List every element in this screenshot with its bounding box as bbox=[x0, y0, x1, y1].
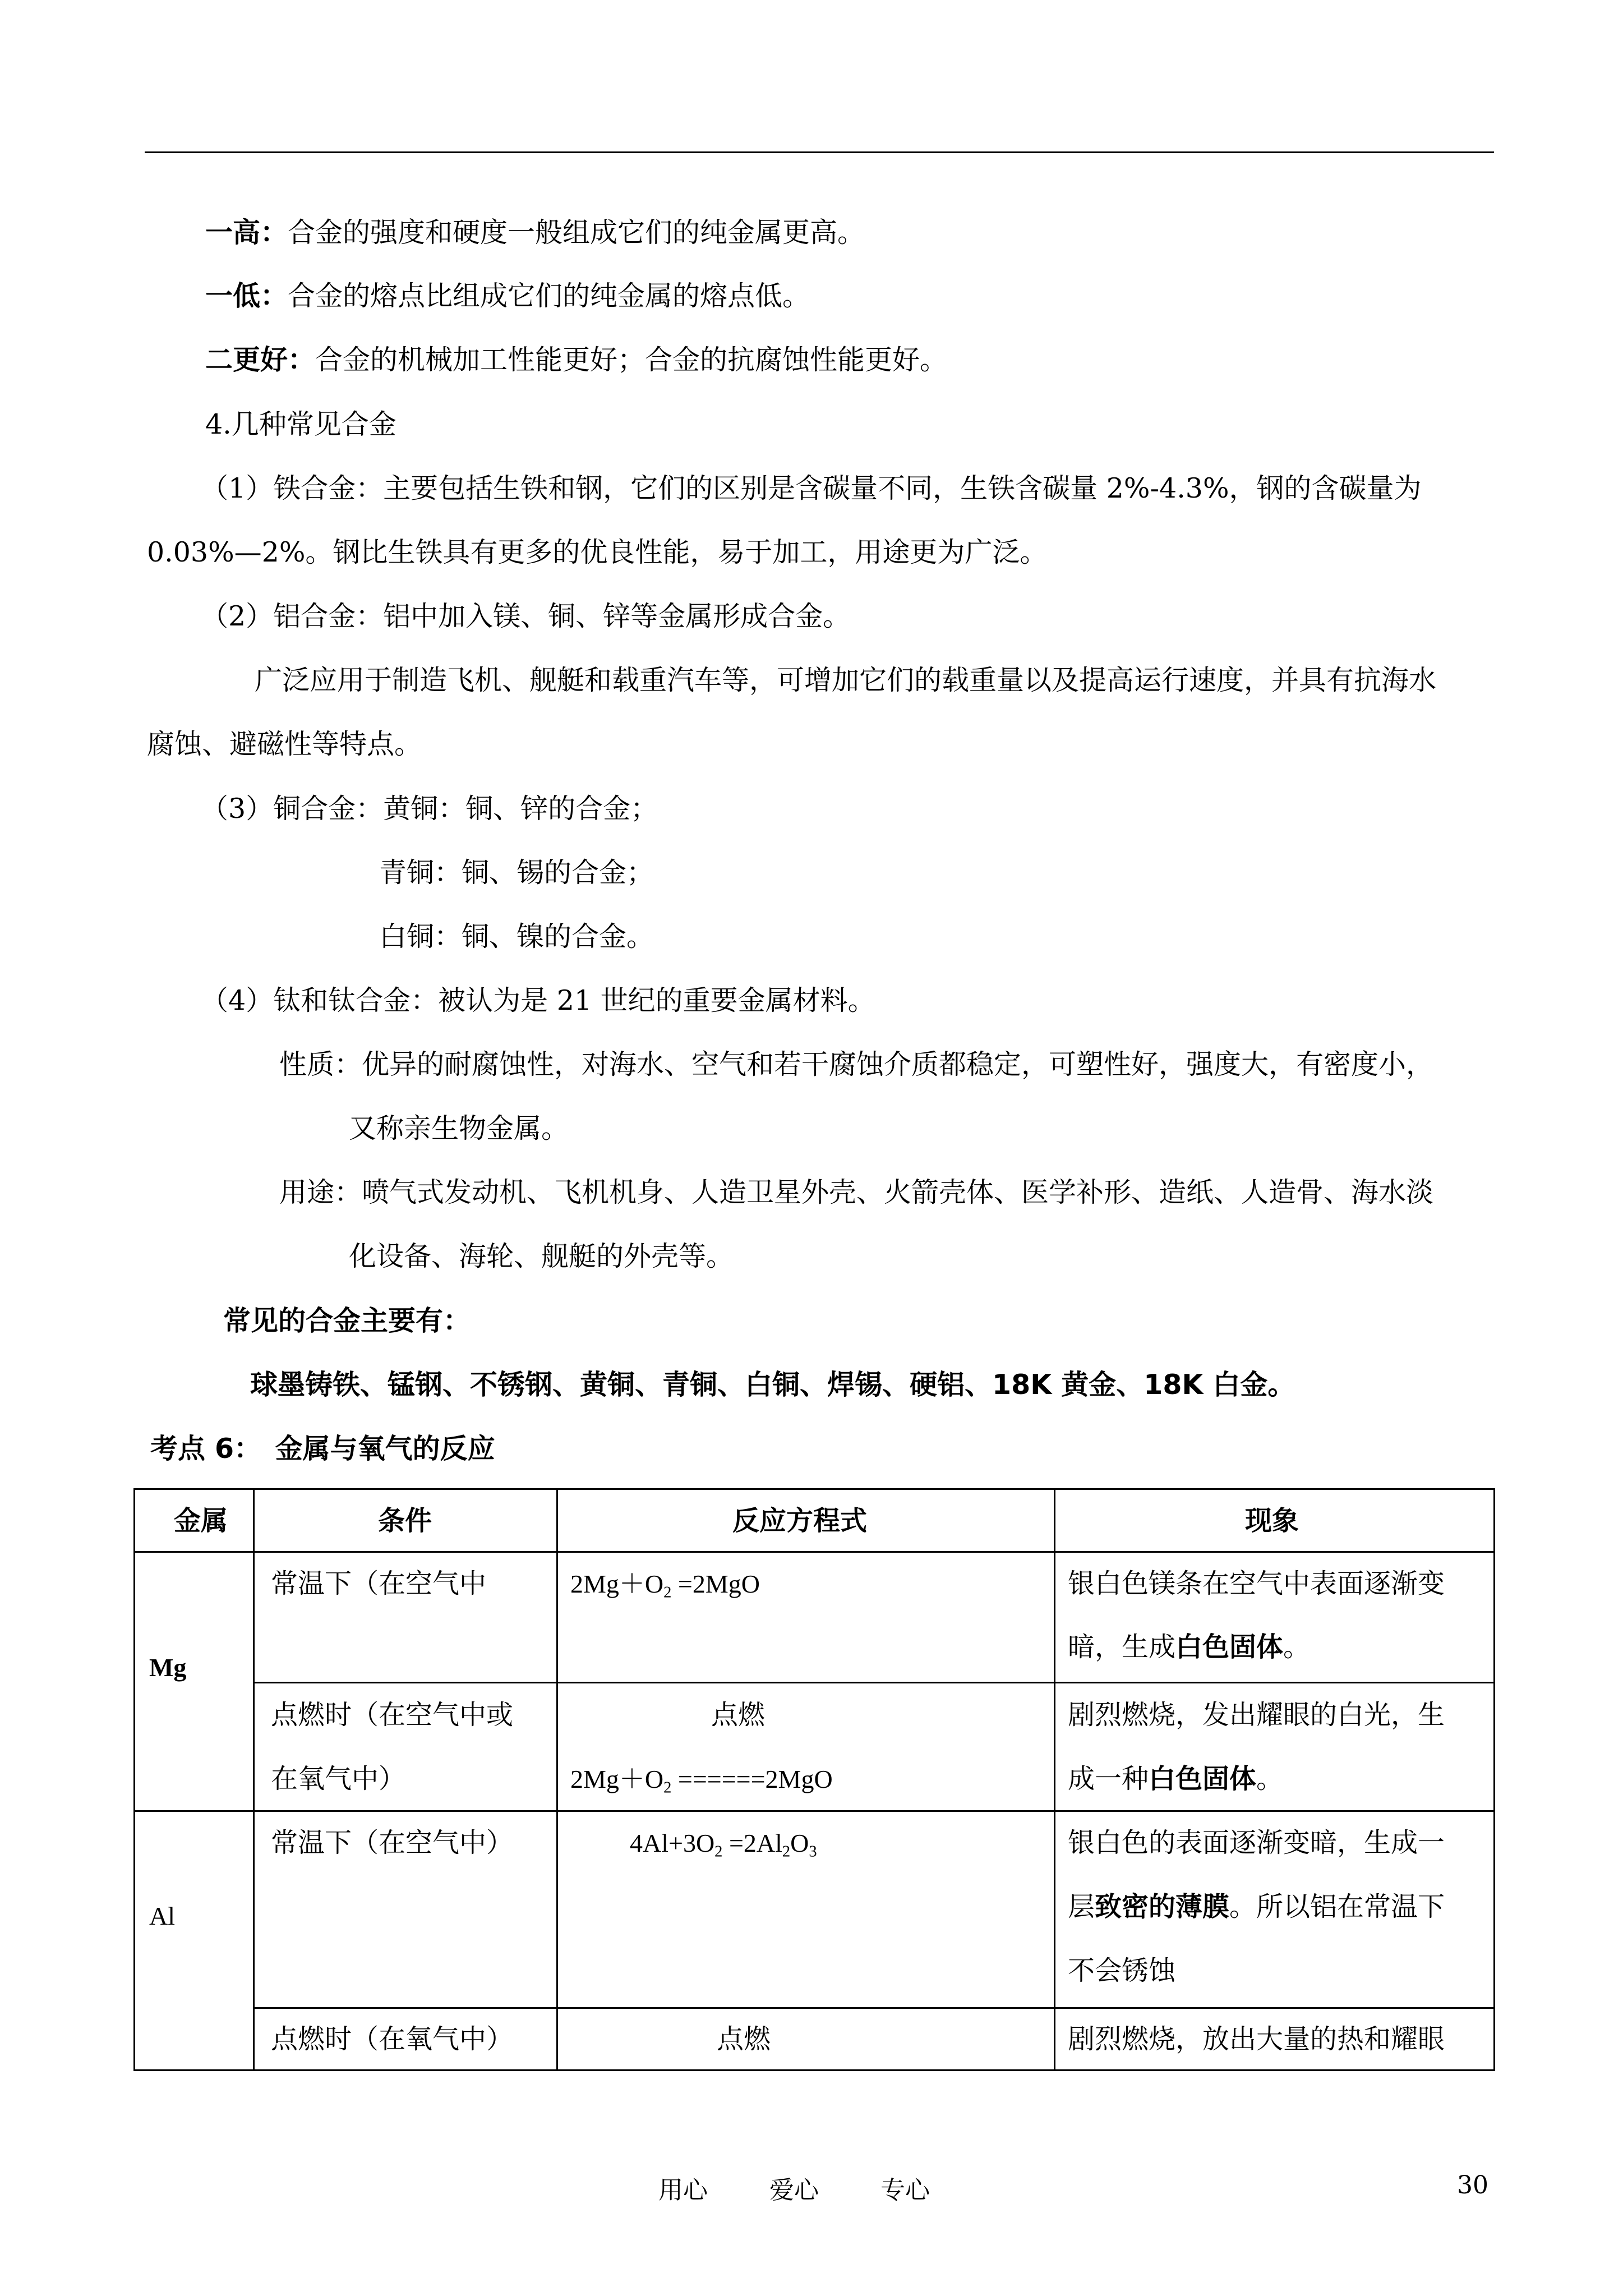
titanium-line1: （4）钛和钛合金：被认为是 21 世纪的重要金属材料。 bbox=[201, 984, 875, 1016]
feature-high: 一高：合金的强度和硬度一般组成它们的纯金属更高。 bbox=[205, 217, 865, 249]
al-r1-equation: $4Al+3O_2 =2Al_2O_3$ bbox=[630, 1829, 817, 1861]
iron-line1: （1）铁合金：主要包括生铁和钢，它们的区别是含碳量不同，生铁含碳量 2%-4.3%，钢的含碳量为 bbox=[201, 472, 1422, 504]
header-phenomenon: 现象 bbox=[1245, 1505, 1299, 1536]
metal-al: Al bbox=[149, 1902, 175, 1930]
mg-r2-phenomenon-1: 剧烈燃烧，发出耀眼的白光，生 bbox=[1068, 1699, 1445, 1731]
copper-line2: 青铜：铜、锡的合金； bbox=[379, 857, 654, 889]
al-r2-phenomenon: 剧烈燃烧，放出大量的热和耀眼 bbox=[1068, 2023, 1445, 2055]
footer-item-3: 专心 bbox=[880, 2176, 930, 2205]
titanium-use1: 用途：喷气式发动机、飞机机身、人造卫星外壳、火箭壳体、医学补形、造纸、人造骨、海水淡 bbox=[279, 1176, 1434, 1208]
aluminum-line3: 腐蚀、避磁性等特点。 bbox=[147, 728, 422, 760]
page-number: 30 bbox=[1457, 2171, 1488, 2200]
section4-title: 4.几种常见合金 bbox=[205, 408, 396, 440]
mg-r2-condition-2: 在氧气中） bbox=[271, 1763, 406, 1795]
common-alloys-title: 常见的合金主要有： bbox=[223, 1305, 471, 1337]
header-condition: 条件 bbox=[378, 1505, 432, 1536]
copper-line3: 白铜：铜、镍的合金。 bbox=[379, 921, 654, 953]
header-rule bbox=[145, 151, 1494, 153]
aluminum-line2: 广泛应用于制造飞机、舰艇和载重汽车等，可增加它们的载重量以及提高运行速度，并具有抗海水 bbox=[255, 664, 1437, 696]
mg-r1-equation: $2Mg+O_2 =2MgO$ bbox=[570, 1570, 760, 1602]
footer-item-1: 用心 bbox=[658, 2176, 708, 2205]
al-r2-condition: 点燃时（在氧气中） bbox=[271, 2023, 514, 2055]
common-alloys-list: 球墨铸铁、锰钢、不锈钢、黄铜、青铜、白铜、焊锡、硬铝、18K 黄金、18K 白金。 bbox=[250, 1369, 1295, 1401]
al-r1-phenomenon-1: 银白色的表面逐渐变暗，生成一 bbox=[1068, 1827, 1445, 1858]
footer-item-2: 爱心 bbox=[769, 2176, 819, 2205]
feature-better: 二更好：合金的机械加工性能更好；合金的抗腐蚀性能更好。 bbox=[205, 344, 948, 376]
kaodian-title: 考点 6： 金属与氧气的反应 bbox=[150, 1433, 495, 1465]
titanium-prop2: 又称亲生物金属。 bbox=[349, 1112, 569, 1144]
copper-line1: （3）铜合金：黄铜：铜、锌的合金； bbox=[201, 793, 658, 825]
al-r1-phenomenon-2: 层致密的薄膜。所以铝在常温下 bbox=[1068, 1891, 1445, 1922]
titanium-use2: 化设备、海轮、舰艇的外壳等。 bbox=[349, 1240, 734, 1272]
iron-line2: 0.03%—2%。钢比生铁具有更多的优良性能，易于加工，用途更为广泛。 bbox=[147, 536, 1048, 568]
header-equation: 反应方程式 bbox=[732, 1505, 868, 1536]
mg-r2-ignite-label: 点燃 bbox=[711, 1699, 766, 1731]
mg-r2-condition-1: 点燃时（在空气中或 bbox=[271, 1699, 514, 1731]
oxygen-reaction-table bbox=[133, 1488, 1495, 2071]
al-r1-phenomenon-3: 不会锈蚀 bbox=[1068, 1955, 1176, 1986]
mg-r1-condition: 常温下（在空气中 bbox=[271, 1568, 487, 1599]
feature-low: 一低：合金的熔点比组成它们的纯金属的熔点低。 bbox=[205, 280, 810, 312]
al-r2-ignite-label: 点燃 bbox=[717, 2023, 771, 2055]
aluminum-line1: （2）铝合金：铝中加入镁、铜、锌等金属形成合金。 bbox=[201, 600, 851, 632]
mg-r1-phenomenon-1: 银白色镁条在空气中表面逐渐变 bbox=[1068, 1568, 1445, 1599]
al-r1-condition: 常温下（在空气中） bbox=[271, 1827, 514, 1858]
mg-r2-phenomenon-2: 成一种白色固体。 bbox=[1068, 1763, 1284, 1795]
metal-mg: Mg bbox=[149, 1653, 187, 1682]
mg-r1-phenomenon-2: 暗，生成白色固体。 bbox=[1068, 1631, 1311, 1663]
titanium-prop1: 性质：优异的耐腐蚀性，对海水、空气和若干腐蚀介质都稳定，可塑性好，强度大，有密度小， bbox=[279, 1048, 1434, 1080]
header-metal: 金属 bbox=[174, 1505, 228, 1536]
mg-r2-equation: $2Mg+O_2 ======2MgO$ bbox=[570, 1765, 833, 1797]
